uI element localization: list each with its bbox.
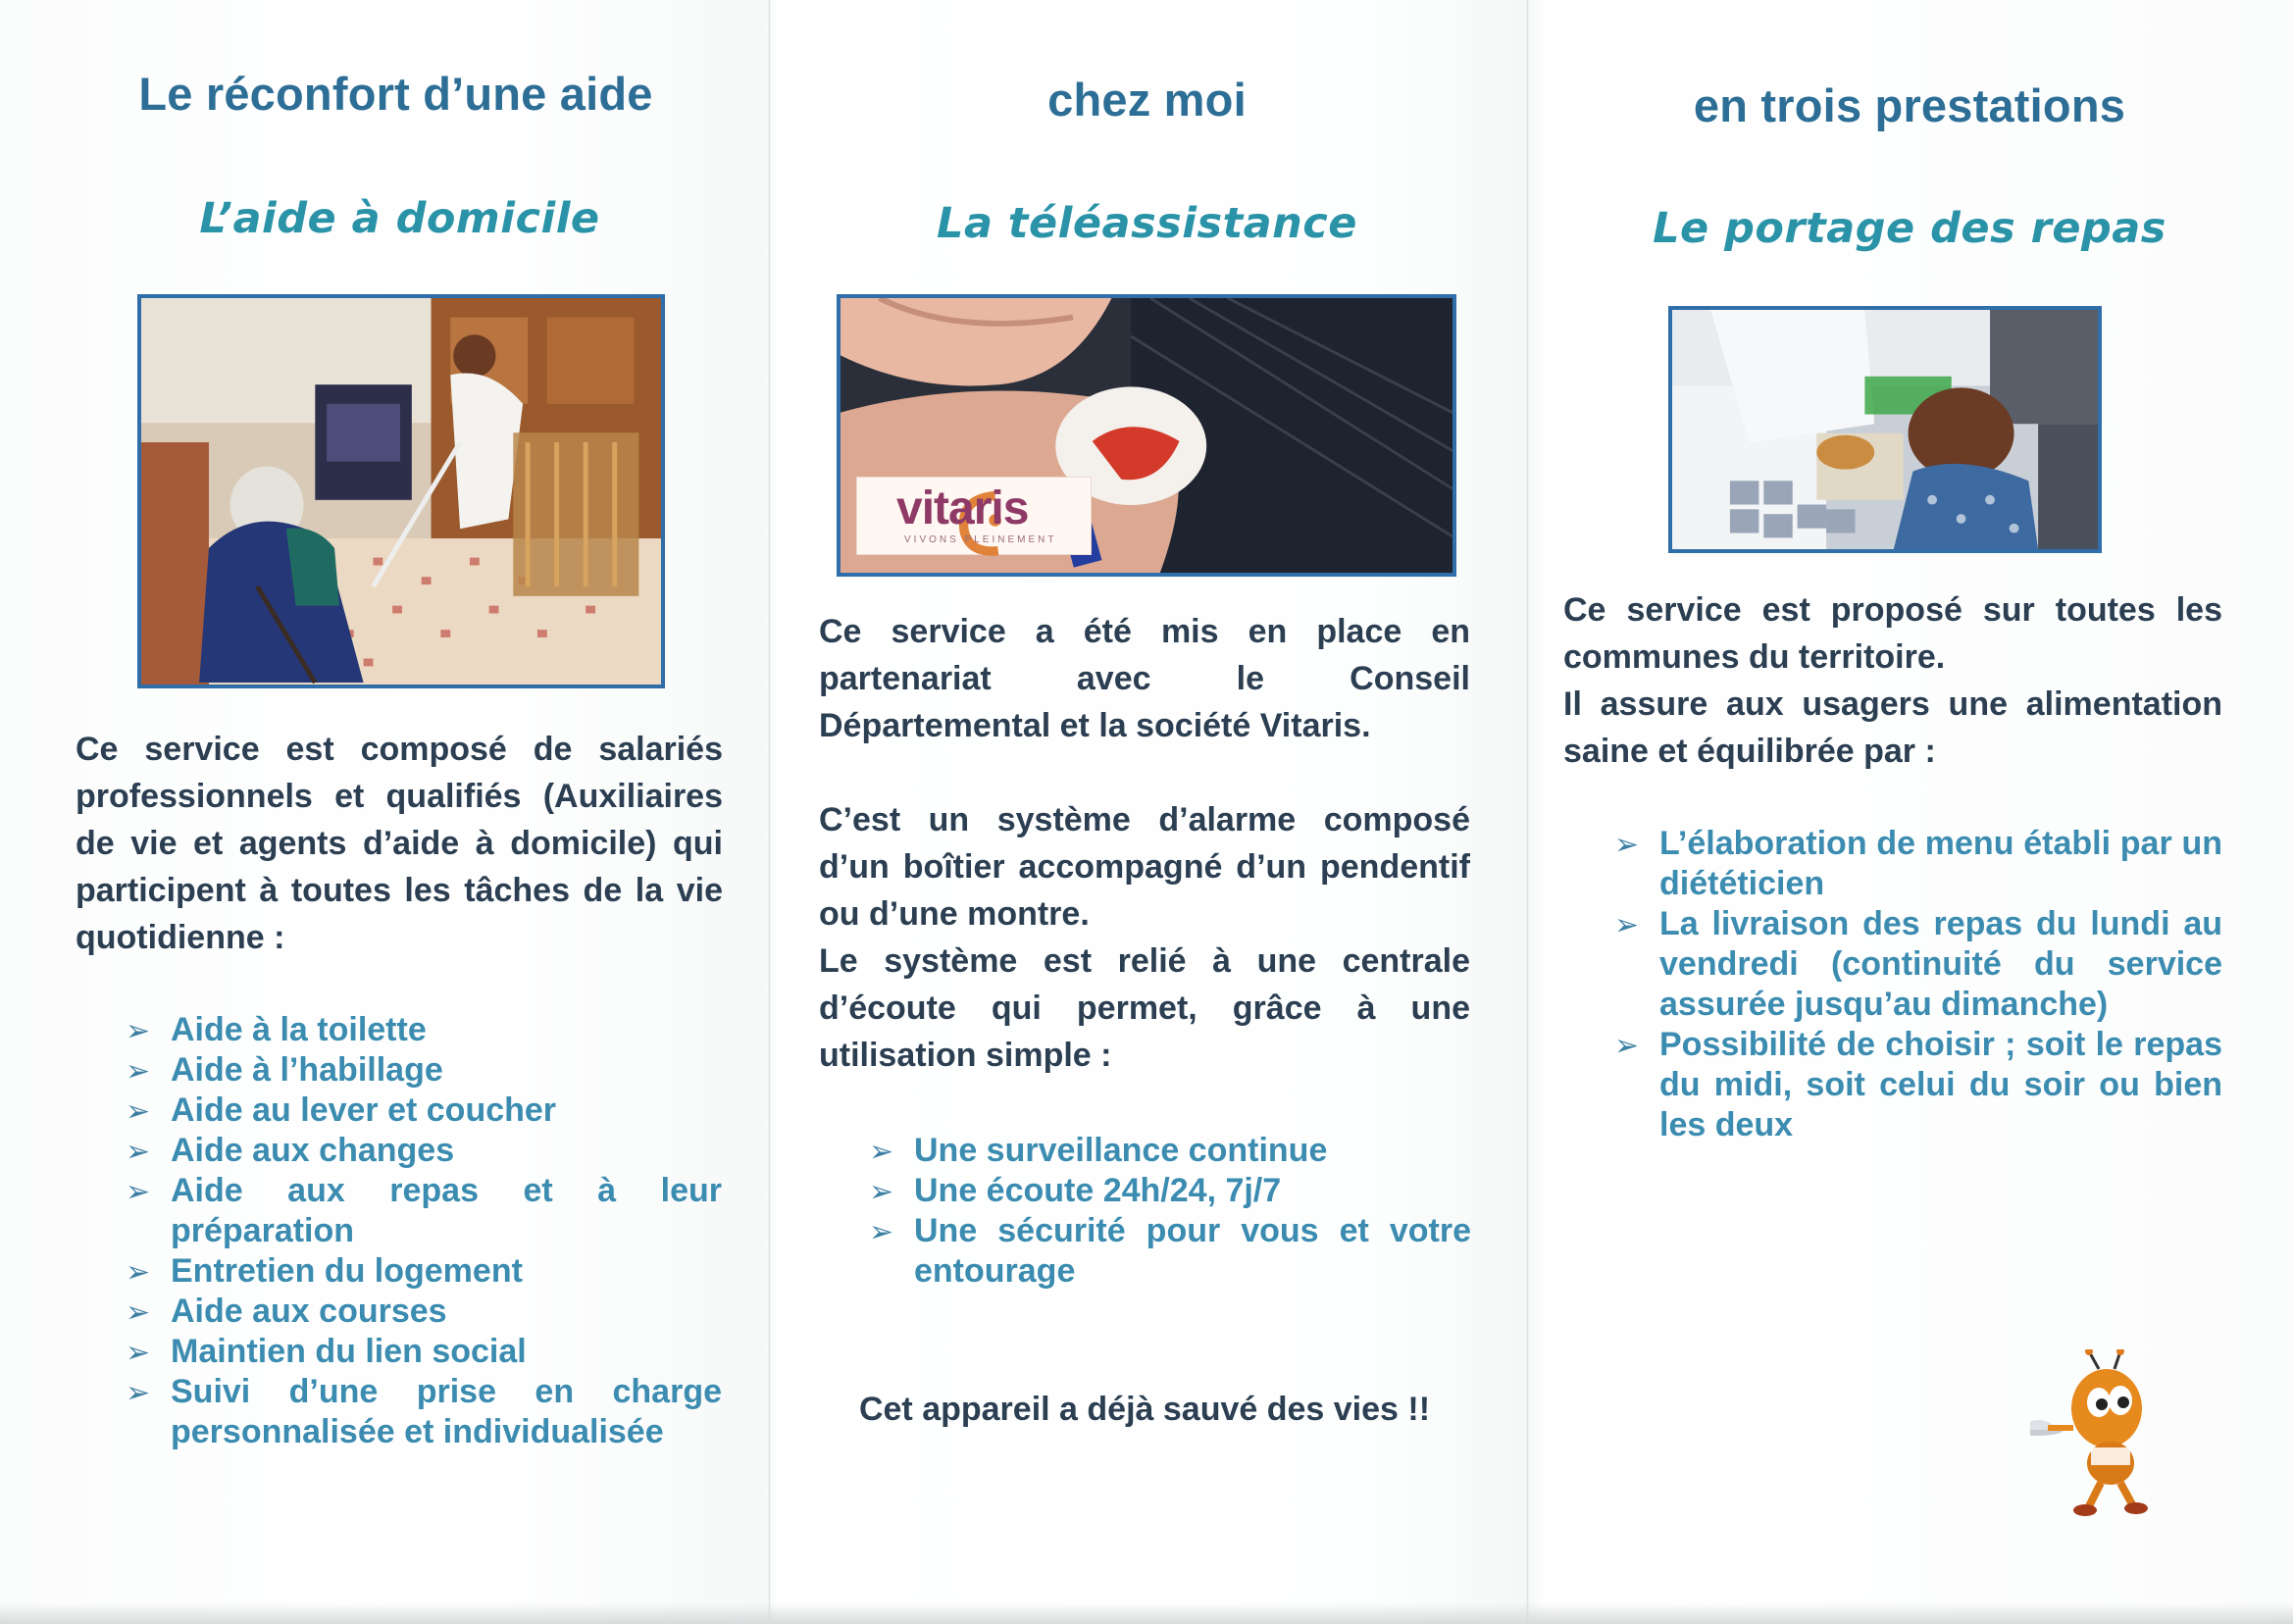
meal-delivery-photo (1668, 306, 2102, 553)
list-item: ➢ Entretien du logement (126, 1251, 722, 1292)
vitaris-logo-word: vitaris (896, 482, 1029, 534)
arrow-bullet-icon: ➢ (126, 1095, 151, 1128)
teleassistance-system-text: C’est un système d’alarme composé d’un boîtier accompagné d’un pendentif ou d’une montre. (819, 801, 1470, 933)
arrow-bullet-icon: ➢ (126, 1256, 151, 1289)
teleassistance-partnership-text: Ce service a été mis en place en partenariat avec le Conseil Départemental et la société Vitaris. (819, 613, 1470, 744)
arrow-bullet-icon: ➢ (126, 1136, 151, 1168)
arrow-bullet-icon: ➢ (869, 1216, 894, 1248)
home-help-description: Ce service est composé de salariés professionnels et qualifiés (Auxiliaires de vie et agents d’aide à domicile) qui participent à toutes les tâches de la vie quotidienne : (76, 731, 723, 956)
arrow-bullet-icon: ➢ (869, 1136, 894, 1168)
arrow-bullet-icon: ➢ (126, 1176, 151, 1208)
list-item: ➢ Une écoute 24h/24, 7j/7 (869, 1171, 1471, 1211)
arrow-bullet-icon: ➢ (126, 1296, 151, 1329)
list-item: ➢ Une sécurité pour vous et votre entourage (869, 1212, 1471, 1290)
list-item: ➢ Aide au lever et coucher (126, 1091, 722, 1131)
ant-waiter-mascot-icon (2030, 1349, 2187, 1526)
panel-meal-delivery (1526, 0, 2293, 1624)
arrow-bullet-icon: ➢ (1614, 1030, 1640, 1062)
home-help-list (126, 1010, 722, 1452)
panel-heading: Le réconfort d’une aide (138, 68, 653, 120)
panel-teleassistance (768, 0, 1526, 1624)
vitaris-logo (856, 477, 1092, 555)
panel-subheading: L’aide à domicile (199, 194, 600, 243)
list-item: ➢ Aide à l’habillage (126, 1050, 722, 1091)
list-item: ➢ Aide aux repas et à leur préparation (126, 1172, 722, 1249)
panel-subheading: Le portage des repas (1653, 204, 2166, 253)
home-help-illustration (141, 298, 661, 685)
arrow-bullet-icon: ➢ (126, 1377, 151, 1409)
teleassistance-list (869, 1131, 1471, 1292)
panel-heading: en trois prestations (1693, 79, 2126, 131)
teleassistance-closing-text: Cet appareil a déjà sauvé des vies !! (858, 1391, 1431, 1428)
list-item: ➢ L’élaboration de menu établi par un diététicien (1614, 825, 2222, 902)
arrow-bullet-icon: ➢ (126, 1337, 151, 1369)
teleassistance-photo (837, 294, 1456, 577)
arrow-bullet-icon: ➢ (126, 1015, 151, 1047)
arrow-bullet-icon: ➢ (869, 1176, 894, 1208)
home-help-photo (137, 294, 665, 688)
list-item: ➢ Aide à la toilette (126, 1010, 722, 1050)
meal-delivery-diet-text: Il assure aux usagers une alimentation saine et équilibrée par : (1563, 685, 2222, 770)
panel-home-help (0, 0, 768, 1624)
panel-heading: chez moi (1047, 74, 1247, 126)
list-item: ➢ Maintien du lien social (126, 1332, 722, 1372)
meal-delivery-coverage-text: Ce service est proposé sur toutes les communes du territoire. (1563, 591, 2222, 676)
teleassistance-usage-text: Le système est relié à une centrale d’écoute qui permet, grâce à une utilisation simple : (819, 942, 1470, 1074)
arrow-bullet-icon: ➢ (126, 1055, 151, 1088)
vitaris-logo-tagline: VIVONS PLEINEMENT (904, 534, 1057, 545)
list-item: ➢ La livraison des repas du lundi au vendredi (continuité du service assurée jusqu’au dimanche) (1614, 905, 2222, 1023)
list-item: ➢ Aide aux courses (126, 1292, 722, 1332)
panel-subheading: La téléassistance (937, 199, 1357, 248)
arrow-bullet-icon: ➢ (1614, 829, 1640, 861)
meal-delivery-illustration (1672, 310, 2098, 549)
list-item: ➢ Suivi d’une prise en charge personnalisée et individualisée (126, 1373, 722, 1450)
meal-delivery-list (1614, 824, 2222, 1145)
list-item: ➢ Aide aux changes (126, 1131, 722, 1171)
arrow-bullet-icon: ➢ (1614, 909, 1640, 941)
list-item: ➢ Une surveillance continue (869, 1131, 1471, 1171)
list-item: ➢ Possibilité de choisir ; soit le repas du midi, soit celui du soir ou bien les deux (1614, 1026, 2222, 1143)
